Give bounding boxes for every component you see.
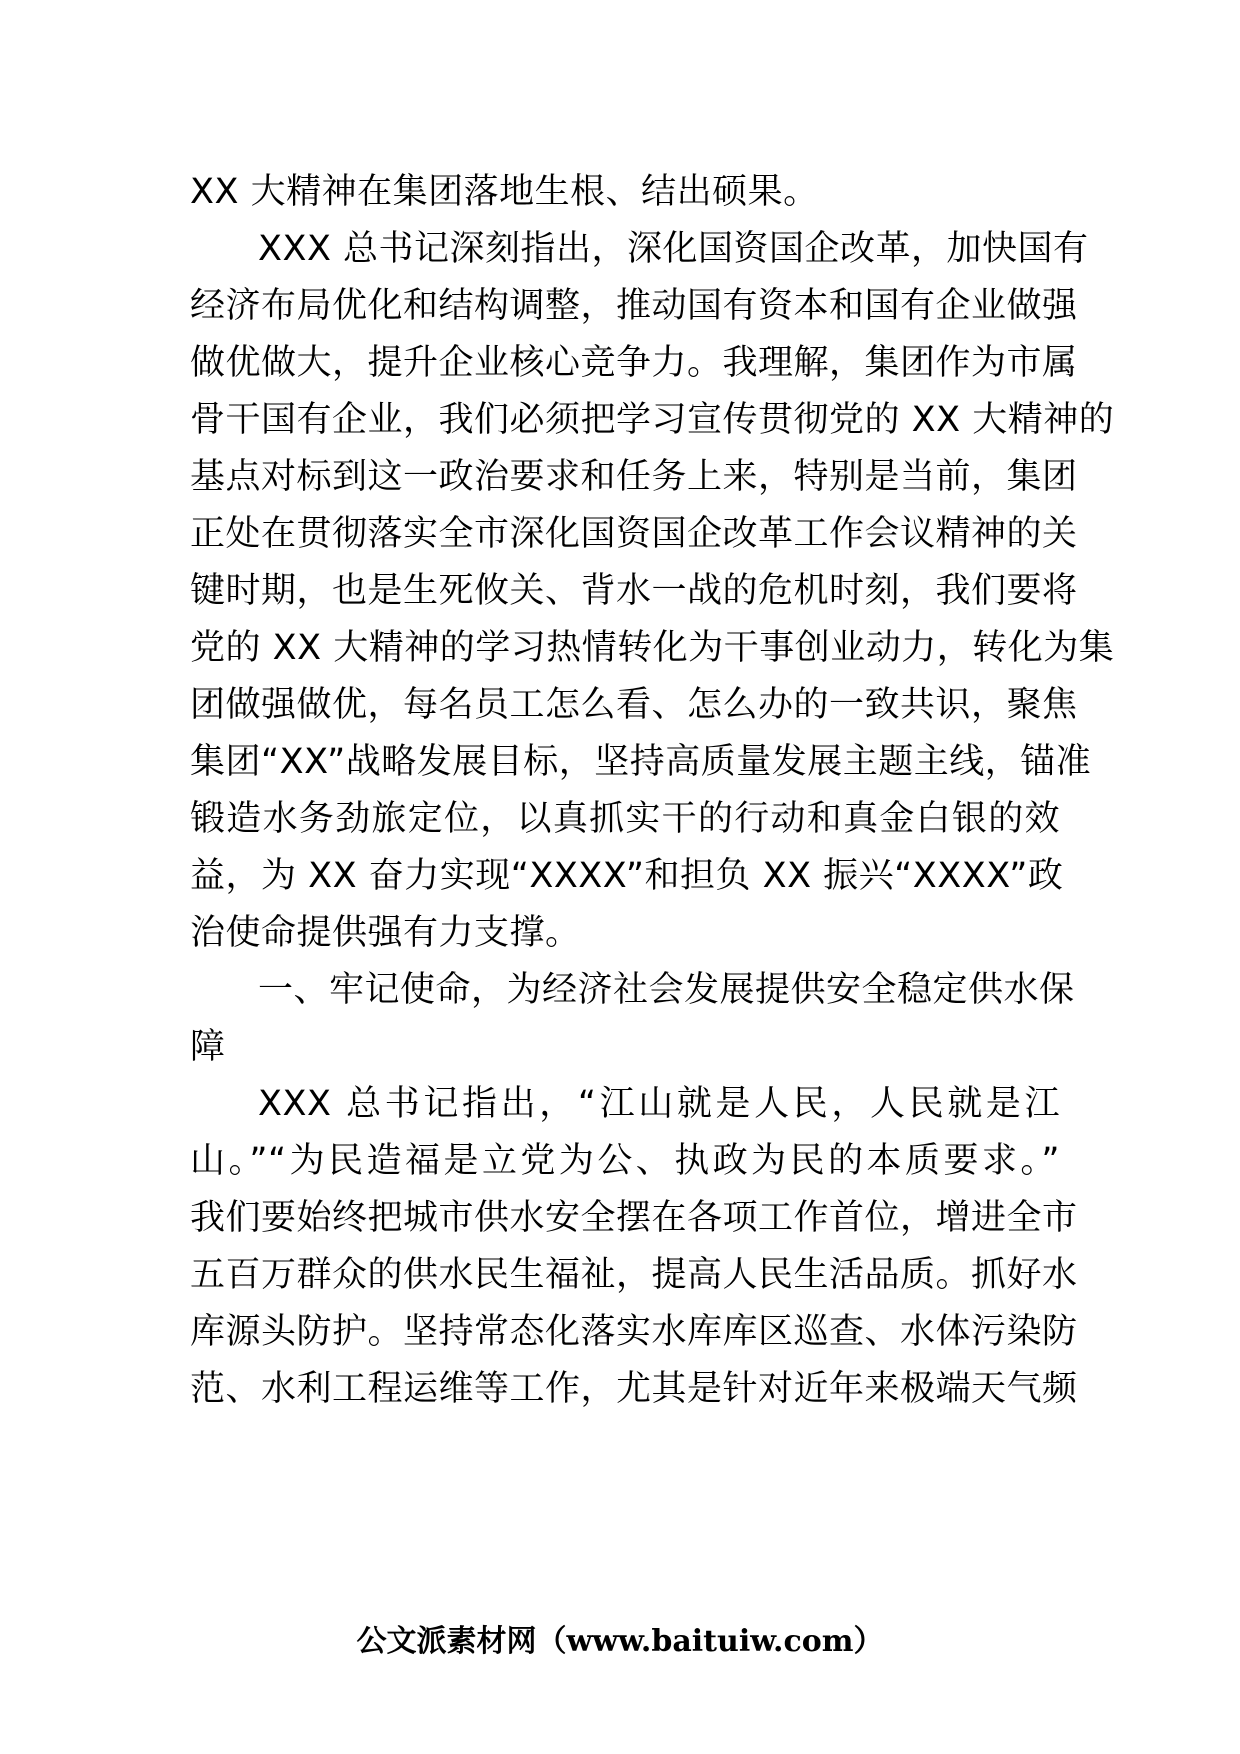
text-line: 益，为 XX 奋力实现“XXXX”和担负 XX 振兴“XXXX”政 (190, 856, 1064, 896)
text-line: 范、水利工程运维等工作，尤其是针对近年来极端天气频 (190, 1369, 1078, 1409)
text-line: 经济布局优化和结构调整，推动国有资本和国有企业做强 (190, 286, 1078, 326)
text-line: 集团“XX”战略发展目标，坚持高质量发展主题主线，锚准 (190, 742, 1092, 782)
paragraph-start-line: XXX 总书记指出，“江山就是人民，人民就是江 (258, 1084, 1060, 1124)
text-line: 做优做大，提升企业核心竞争力。我理解，集团作为市属 (190, 343, 1078, 383)
footer-source-text: 公文派素材网（www.baituiw.com） (356, 1624, 884, 1659)
text-line: 库源头防护。坚持常态化落实水库库区巡查、水体污染防 (190, 1312, 1078, 1352)
section-heading-line: 一、牢记使命，为经济社会发展提供安全稳定供水保 (258, 970, 1075, 1010)
text-line: 党的 XX 大精神的学习热情转化为干事创业动力，转化为集 (190, 628, 1115, 668)
text-line: 骨干国有企业，我们必须把学习宣传贯彻党的 XX 大精神的 (190, 400, 1115, 440)
text-line: 锻造水务劲旅定位，以真抓实干的行动和真金白银的效 (190, 799, 1060, 839)
section-heading-line: 障 (190, 1027, 226, 1067)
text-line: 我们要始终把城市供水安全摆在各项工作首位，增进全市 (190, 1198, 1078, 1238)
text-line: 五百万群众的供水民生福祉，提高人民生活品质。抓好水 (190, 1255, 1078, 1295)
text-line: 基点对标到这一政治要求和任务上来，特别是当前，集团 (190, 457, 1078, 497)
paragraph-start-line: XXX 总书记深刻指出，深化国资国企改革，加快国有 (258, 229, 1089, 269)
text-line: 山。”“为民造福是立党为公、执政为民的本质要求。” (190, 1141, 1060, 1181)
text-line: XX 大精神在集团落地生根、结出硕果。 (190, 172, 819, 212)
text-line: 团做强做优，每名员工怎么看、怎么办的一致共识，聚焦 (190, 685, 1078, 725)
text-line: 键时期，也是生死攸关、背水一战的危机时刻，我们要将 (190, 571, 1078, 611)
text-line: 正处在贯彻落实全市深化国资国企改革工作会议精神的关 (190, 514, 1078, 554)
text-line: 治使命提供强有力支撑。 (190, 913, 581, 953)
